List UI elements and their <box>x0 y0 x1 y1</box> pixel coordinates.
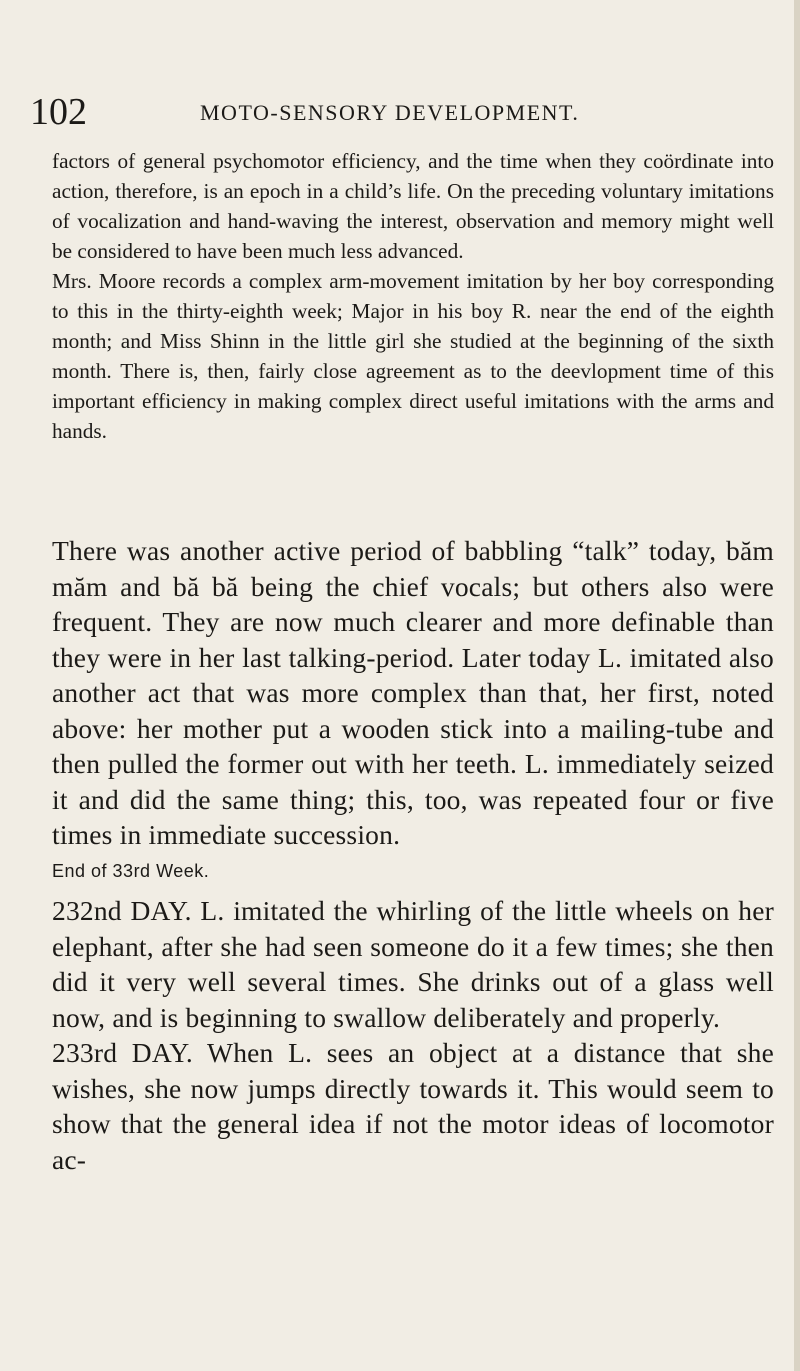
paragraph: There was another active period of babbling “talk” today, băm măm and bă bă being the chief vocals; but others also were frequent. They are now much clearer and more definable than they were in her last talking-period. Later today L. imitated also another act that was more complex than that, her first, noted above: her mother put a wooden stick into a mailing-tube and then pulled the former out with her teeth. L. immediately seized it and did the same thing; this, too, was repeated four or five times in immediate succession. <box>52 535 774 850</box>
paragraph: factors of general psychomotor efficiency, and the time when they coördinate into action, therefore, is an epoch in a child’s life. On the preceding voluntary imitations of vocalization and hand-waving the interest, observation and memory might well be considered to have been much less advanced. <box>52 149 774 263</box>
body-text-large-2 <box>52 893 774 1177</box>
paragraph: 233rd DAY. When L. sees an object at a distance that she wishes, she now jumps directly towards it. This would seem to show that the general idea if not the motor ideas of locomotor ac- <box>52 1037 774 1175</box>
paragraph: 232nd DAY. L. imitated the whirling of the little wheels on her elephant, after she had seen someone do it a few times; she then did it very well several times. She drinks out of a glass well now, and is beginning to swallow deliberately and properly. <box>52 895 774 1033</box>
body-text-small <box>52 146 774 446</box>
body-text-large <box>52 533 774 853</box>
page-edge <box>794 0 800 1371</box>
page-number: 102 <box>30 91 87 133</box>
page-header <box>30 92 770 132</box>
section-heading: End of 33rd Week. <box>52 861 210 881</box>
running-head: MOTO-SENSORY DEVELOPMENT. <box>200 100 580 125</box>
paragraph: Mrs. Moore records a complex arm-movement imitation by her boy corresponding to this in the thirty-eighth week; Major in his boy R. near the end of the eighth month; and Miss Shinn in the little girl she studied at the beginning of the sixth month. There is, then, fairly close agreement as to the deevlopment time of this important efficiency in making complex direct useful imitations with the arms and hands. <box>52 269 774 443</box>
